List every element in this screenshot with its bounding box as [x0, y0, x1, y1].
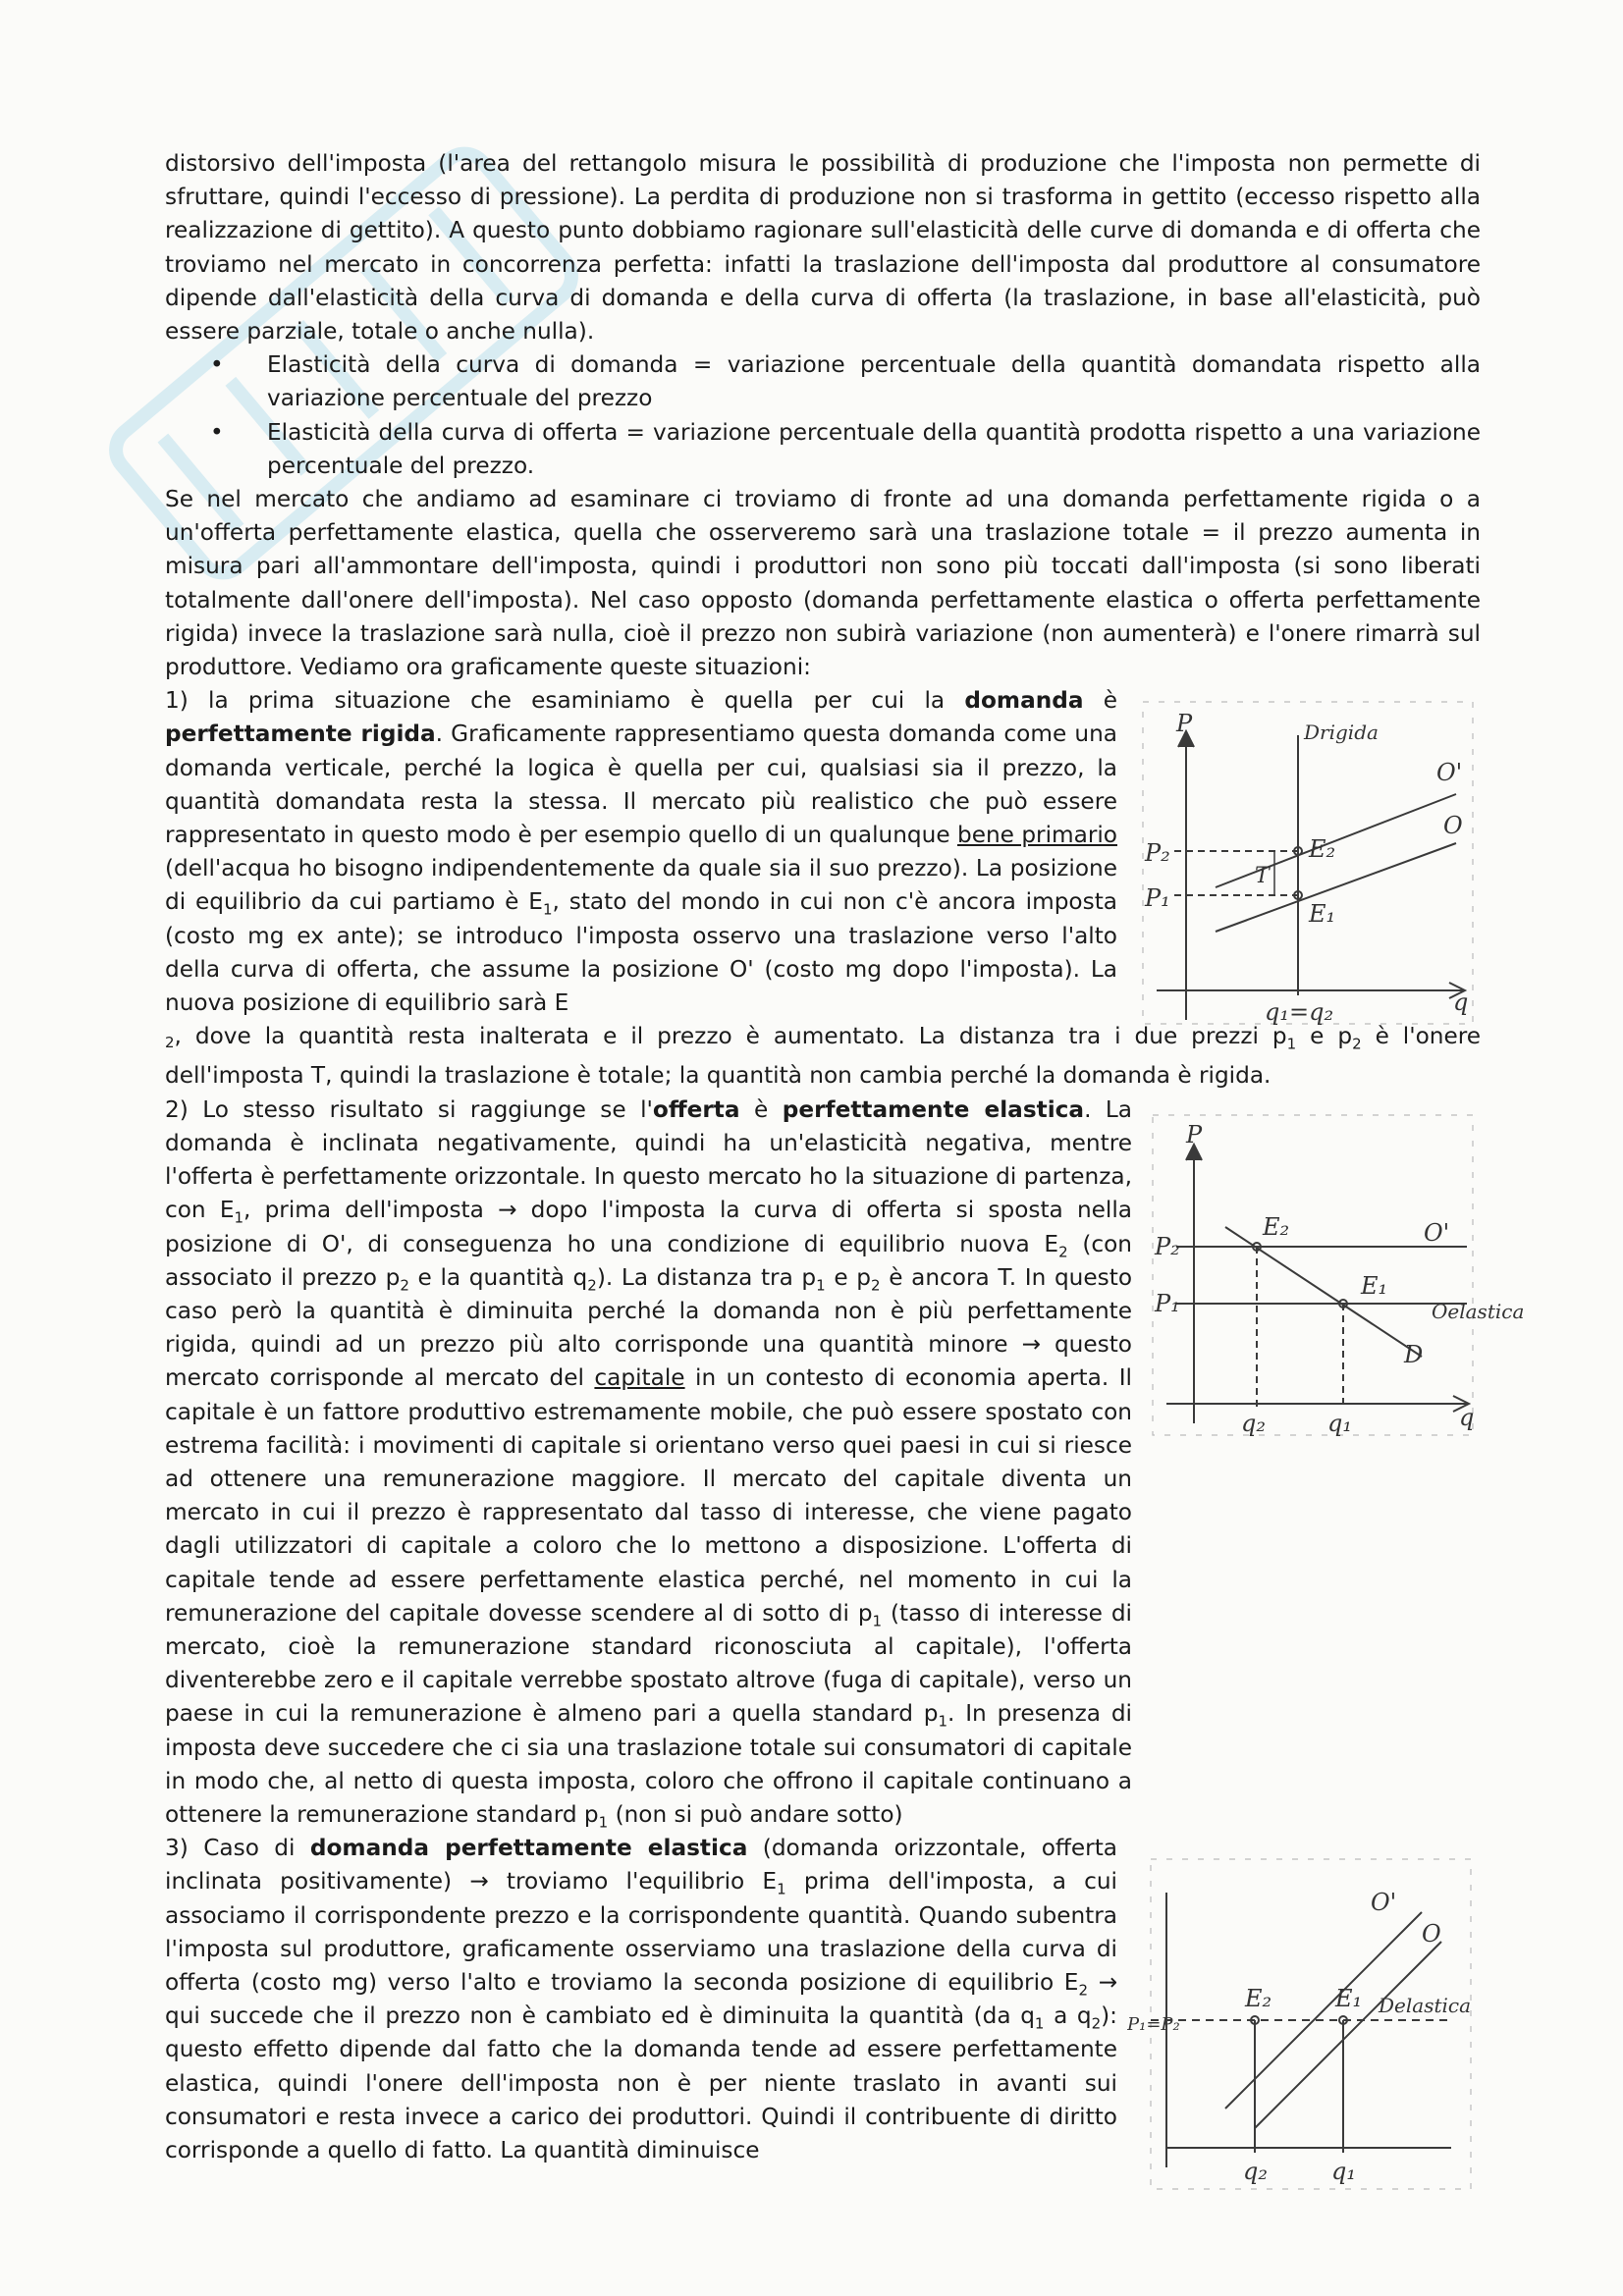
fig2-label-e1: E₁ [1361, 1271, 1388, 1300]
case2-bold-offerta: offerta [652, 1095, 740, 1123]
document-page [165, 147, 1525, 2186]
fig2-label-oprime: O' [1424, 1218, 1450, 1247]
case1-t3: , stato del mondo in cui non c'è ancora imposta (costo mg ex ante); se introduco l'imposta osservo una traslazione verso l'alto della curva di offerta, che assume la posizione O' (costo mg dopo l'imposta). La nuova posizione di equilibrio sarà E [165, 888, 1118, 1017]
intro-paragraph: distorsivo dell'imposta (l'area del rettangolo misura le possibilità di produzione che l'imposta non permette di sfruttare, quindi l'eccesso di pressione). La perdita di produzione non si trasforma in gettito (eccesso rispetto alla realizzazione di gettito). A questo punto dobbiamo ragionare sull'elasticità delle curve di domanda e di offerta che troviamo nel mercato in concorrenza perfetta: infatti la traslazione dell'imposta dal produttore al consumatore dipende dall'elasticità della curva di domanda e della curva di offerta (la traslazione, in base all'elasticità, può essere parziale, totale o anche nulla). [165, 150, 1481, 346]
fig1-label-q1q2: q₁=q₂ [1265, 998, 1334, 1027]
fig2-label-oelastica: Oelastica [1432, 1299, 1525, 1323]
case3-sub2: 2 [1078, 1981, 1088, 2000]
case2-t5: ). La distanza tra p [596, 1263, 817, 1291]
fig3-label-e2: E₂ [1245, 1985, 1272, 2013]
case2-t8: in un contesto di economia aperta. Il capitale è un fattore produttivo estremamente mobile, che può essere spostato con estrema facilità: i movimenti di capitale si orientano verso quei paesi in cui si riesce ad ottenere una remunerazione maggiore. Il mercato del capitale diventa un mercato in cui il prezzo è rappresentato dal tasso di interesse, che viene pagato dagli utilizzatori di capitale a coloro che lo mettono a disposizione. L'offerta di capitale tende ad essere perfettamente elastica perché, nel momento in cui la remunerazione del capitale dovesse scendere al di sotto di p [165, 1364, 1132, 1627]
case2-sub2: 2 [1058, 1243, 1068, 1261]
case1-underlined: bene primario [957, 822, 1117, 849]
case3-text [165, 1832, 1117, 2167]
fig3-label-delastica: Delastica [1379, 1994, 1472, 2018]
case1-sub1: 1 [542, 901, 553, 920]
case1-t2: (dell'acqua ho bisogno indipendentemente da quale sia il suo prezzo). La posizione di equilibrio da cui partiamo è E [165, 855, 1117, 916]
fig1-label-o: O [1443, 812, 1463, 840]
list-item [165, 348, 1481, 415]
case2-sub8: 1 [938, 1712, 948, 1731]
fig2-axis-q: q [1459, 1403, 1475, 1431]
fig2-label-q1: q₁ [1327, 1409, 1352, 1437]
case1-section [165, 684, 1481, 1027]
case2-t11: (non si può andare sotto) [615, 1800, 903, 1828]
overview-paragraph: Se nel mercato che andiamo ad esaminare ci troviamo di fronte ad una domanda perfettamente rigida o a un'offerta perfettamente elastica, quella che osserveremo sarà una traslazione totale = il prezzo aumenta in misura pari all'ammontare dell'imposta, quindi i produttori non sono più toccati dall'imposta (si sono liberati totalmente dall'onere dell'imposta). Nel caso opposto (domanda perfettamente elastica o offerta perfettamente rigida) invece la traslazione sarà nulla, cioè il prezzo non subirà variazione (non aumenterà) e l'onere rimarrà sul produttore. Vediamo ora graficamente queste situazioni: [165, 486, 1481, 681]
list-item-text: Elasticità della curva di offerta = variazione percentuale della quantità prodotta rispetto a una variazione percentuale del prezzo. [267, 418, 1481, 479]
fig1-axis-q: q [1453, 988, 1469, 1017]
case2-lead: 2) Lo stesso risultato si raggiunge se l' [165, 1095, 653, 1123]
fig3-label-o: O [1422, 1920, 1441, 1949]
list-item-text: Elasticità della curva di domanda = variazione percentuale della quantità domandata rispetto alla variazione percentuale del prezzo [267, 351, 1481, 412]
fig1-label-e2: E₂ [1309, 835, 1336, 864]
case2-t10: . In presenza di imposta deve succedere che ci sia una traslazione totale sui consumatori di capitale in modo che, al netto di questa imposta, coloro che offrono il capitale continuano a ottenere la remunerazione standard p [165, 1700, 1132, 1828]
fig2-label-e2: E₂ [1263, 1212, 1290, 1241]
case3-sub3: 1 [1034, 2014, 1045, 2033]
case1-mid: è [1103, 687, 1118, 715]
case3-lead: 3) Caso di [165, 1835, 296, 1862]
case1-t1: . Graficamente rappresentiamo questa domanda come una domanda verticale, perché la logica è quella per cui, qualsiasi sia il prezzo, la quantità domandata resta la stessa. Il mercato più realistico che può essere rappresentato in questo modo è per esempio quello di un qualunque [165, 721, 1117, 849]
case2-t1: . La domanda è inclinata negativamente, quindi ha un'elasticità negativa, mentre l'offerta è perfettamente orizzontale. In questo mercato ho la situazione di partenza, con E [165, 1095, 1133, 1224]
case1-t5: e p [1310, 1023, 1353, 1050]
fig1-label-e1: E₁ [1309, 900, 1336, 929]
case3-sub1: 1 [777, 1881, 786, 1898]
case3-sub4: 2 [1091, 2014, 1102, 2033]
case3-t4: a q [1054, 2002, 1092, 2030]
case2-sub5: 1 [816, 1276, 826, 1295]
fig2-label-d: D [1404, 1340, 1424, 1368]
case2-sub6: 2 [871, 1276, 881, 1295]
case3-t5: ): questo effetto dipende dal fatto che la domanda tende ad essere perfettamente elastica, quindi l'onere dell'imposta non è per niente traslato in avanti sui consumatori e resta invece a carico dei produttori. Quindi il contribuente di diritto corrisponde a quello di fatto. La quantità diminuisce [165, 2002, 1117, 2163]
fig1-label-t: T [1255, 864, 1270, 889]
case2-bold-elastica: perfettamente elastica [782, 1095, 1085, 1123]
figure-rigid-demand [1137, 696, 1481, 1030]
case2-sub1: 1 [234, 1208, 244, 1227]
fig3-label-q1: q₁ [1331, 2158, 1356, 2186]
case2-sub4: 2 [587, 1276, 597, 1295]
case1-sub4: 2 [1352, 1035, 1362, 1053]
case1-t4: , dove la quantità resta inalterata e il prezzo è aumentato. La distanza tra i due prezzi p [174, 1023, 1287, 1050]
fig1-label-p1: P₁ [1145, 884, 1170, 913]
case1-sub2: 2 [165, 1034, 175, 1052]
fig2-label-p1: P₁ [1155, 1289, 1180, 1317]
case3-t3: → qui succede che il prezzo non è cambiato ed è diminuita la quantità (da q [165, 1968, 1117, 2030]
case2-sub7: 1 [872, 1612, 883, 1630]
case3-t1: (domanda orizzontale, offerta inclinata positivamente) → troviamo l'equilibrio E [165, 1835, 1118, 1896]
fig3-label-oprime: O' [1371, 1889, 1397, 1917]
case2-t7: è ancora T. In questo caso però la quantità è diminuita perché la domanda non è più perfettamente rigida, quindi ad un prezzo più alto corrisponde una quantità minore → questo mercato corrisponde al mercato del [165, 1263, 1133, 1392]
case2-mid: è [754, 1095, 769, 1123]
fig2-label-q2: q₂ [1241, 1409, 1266, 1437]
case1-sub3: 1 [1286, 1035, 1297, 1053]
case2-t4: e la quantità q [417, 1263, 588, 1291]
fig3-label-e1: E₁ [1335, 1985, 1363, 2013]
case2-section [165, 1094, 1525, 1832]
case2-text [165, 1094, 1132, 1832]
fig2-axis-p: P [1186, 1120, 1203, 1148]
elasticity-list [165, 348, 1481, 483]
figure-elastic-demand [1127, 1853, 1481, 2197]
case2-t3: (con associato il prezzo p [165, 1230, 1132, 1291]
case3-t2: prima dell'imposta, a cui associamo il corrispondente prezzo e la corrispondente quantità. Quando subentra l'imposta sul produttore, graficamente osserviamo una traslazione della curva di offerta (costo mg) verso l'alto e troviamo la seconda posizione di equilibrio E [165, 1868, 1117, 1996]
list-item [165, 416, 1481, 483]
case1-lead: 1) la prima situazione che esaminiamo è quella per cui la [165, 687, 946, 715]
case1-text [165, 684, 1117, 1020]
case3-bold-elastica: domanda perfettamente elastica [309, 1835, 748, 1862]
case2-t9: (tasso di interesse di mercato, cioè la remunerazione standard riconosciuta al capitale), l'offerta diventerebbe zero e il capitale verrebbe spostato altrove (fuga di capitale), verso un paese in cui la remunerazione è almeno pari a quella standard p [165, 1599, 1132, 1728]
case2-sub3: 2 [400, 1276, 409, 1295]
case1-bold-rigida: perfettamente rigida [165, 721, 436, 748]
fig3-label-q2: q₂ [1243, 2158, 1268, 2186]
case1-bold-domanda: domanda [964, 687, 1084, 715]
fig2-label-p2: P₂ [1155, 1232, 1180, 1260]
case1-t6: è l'onere dell'imposta T, quindi la traslazione è totale; la quantità non cambia perché la domanda è rigida. [165, 1023, 1482, 1090]
case3-section [165, 1832, 1481, 2186]
fig1-label-drigida: Drigida [1304, 721, 1379, 745]
fig1-axis-p: P [1176, 710, 1193, 738]
case2-t2: , prima dell'imposta → dopo l'imposta la curva di offerta si sposta nella posizione di O', di conseguenza ho una condizione di equilibrio nuova E [165, 1197, 1133, 1257]
fig1-label-oprime: O' [1436, 759, 1463, 787]
bullet-icon: • [210, 418, 224, 446]
case2-sub9: 1 [598, 1813, 609, 1832]
bullet-icon: • [210, 351, 224, 379]
case2-underlined: capitale [594, 1364, 685, 1392]
fig1-label-p2: P₂ [1145, 839, 1170, 868]
case1-continue [165, 1020, 1481, 1093]
case2-t6: e p [834, 1263, 871, 1291]
figure-elastic-supply [1147, 1109, 1525, 1443]
fig3-label-p1p2: P₁=P₂ [1127, 2014, 1180, 2036]
